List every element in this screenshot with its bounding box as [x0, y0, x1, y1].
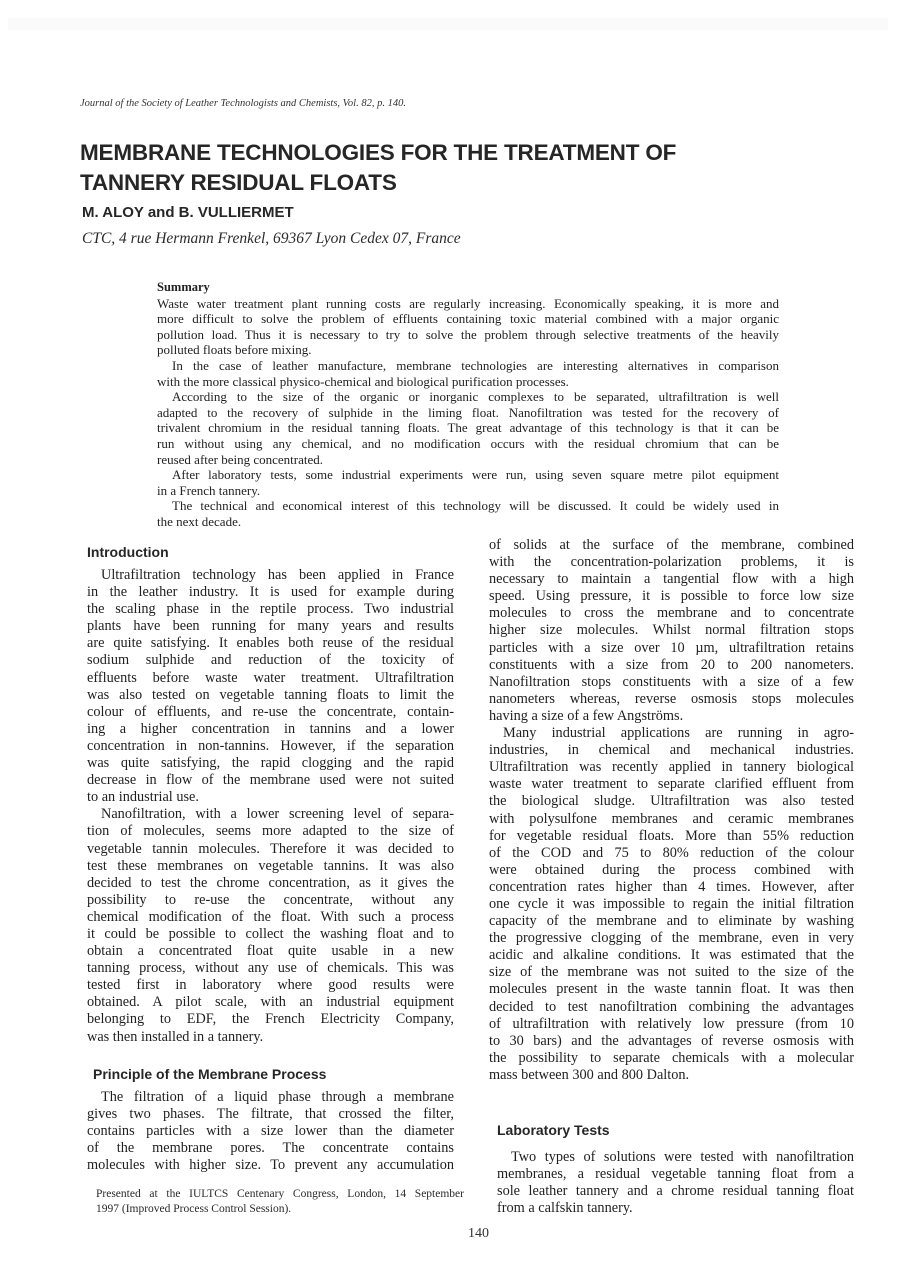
body-line: were obtained during the process combined with — [489, 861, 854, 878]
affiliation: CTC, 4 rue Hermann Frenkel, 69367 Lyon Cedex 07, France — [82, 230, 461, 247]
authors: M. ALOY and B. VULLIERMET — [82, 204, 294, 221]
body-line: mass between 300 and 800 Dalton. — [489, 1066, 690, 1083]
body-line: constituents with a size from 20 to 200 nanometers. — [489, 656, 854, 673]
summary-line: with the more classical physico-chemical and biological purification processes. — [157, 373, 569, 389]
section-heading-principle: Principle of the Membrane Process — [93, 1065, 327, 1082]
body-line: molecules to cross the membrane and to concentrate — [489, 605, 854, 622]
body-line: The filtration of a liquid phase through a membrane — [101, 1088, 454, 1105]
summary-line: Waste water treatment plant running costs are regularly increasing. Economically speaking, it is more and — [157, 295, 779, 311]
body-line: necessary to maintain a tangential flow with a high — [489, 571, 854, 588]
right-column — [489, 537, 854, 1217]
body-line: Many industrial applications are running in agro- — [503, 725, 854, 742]
body-line: colour of effluents, and re-use the concentrate, contain- — [87, 703, 454, 720]
summary-line: According to the size of the organic or inorganic complexes to be separated, ultrafiltration is well — [172, 389, 779, 405]
body-line: tion of molecules, seems more adapted to the size of — [87, 823, 454, 840]
body-line: with polysulfone membranes and ceramic membranes — [489, 810, 854, 827]
section-heading-laboratory-tests: Laboratory Tests — [497, 1122, 610, 1138]
body-line: sole leather tannery and a chrome residual tanning float — [497, 1183, 854, 1200]
summary-block — [157, 280, 779, 530]
body-line: decided to test the chrome concentration, as it gives the — [87, 874, 454, 891]
summary-line: adapted to the recovery of sulphide in the liming float. Nanofiltration was tested for the recovery of — [157, 404, 779, 420]
body-line: Nanofiltration stops constituents with a size of a few — [489, 673, 854, 690]
body-line: industries, in chemical and mechanical industries. — [489, 742, 854, 759]
body-line: are quite satisfying. It enables both reuse of the residual — [87, 635, 454, 652]
summary-line: in a French tannery. — [157, 482, 261, 498]
body-line: decided to test nanofiltration combining the advantages — [489, 998, 854, 1015]
body-line: the biological sludge. Ultrafiltration was also tested — [489, 793, 854, 810]
body-line: the progressive clogging of the membrane, even in very — [489, 930, 854, 947]
body-line: capacity of the membrane and to eliminate by washing — [489, 913, 854, 930]
summary-line: polluted floats before mixing. — [157, 342, 312, 358]
body-line: plants have been running for many years and results — [87, 618, 454, 635]
body-line: waste water treatment to separate clarified effluent from — [489, 776, 854, 793]
section-heading-introduction: Introduction — [87, 544, 169, 560]
summary-line: In the case of leather manufacture, membrane technologies are interesting alternatives in comparison — [172, 357, 779, 373]
body-line: from a calfskin tannery. — [497, 1200, 633, 1217]
scan-artifact-strip — [8, 18, 888, 30]
summary-line: trivalent chromium in the residual tanning floats. The great advantage of this technology is that it can be — [157, 420, 779, 436]
summary-line: The technical and economical interest of this technology will be discussed. It could be widely used in — [172, 498, 779, 514]
article-title — [80, 138, 800, 198]
body-line: the scaling phase in the reptile process. Two industrial — [87, 601, 454, 618]
body-line: Nanofiltration, with a lower screening level of separa- — [101, 806, 454, 823]
body-line: was quite satisfying, the rapid clogging and the rapid — [87, 755, 454, 772]
title-line: MEMBRANE TECHNOLOGIES FOR THE TREATMENT OF — [80, 140, 677, 165]
body-line: possibility to re-use the concentrate, without any — [87, 891, 454, 908]
body-line: was also tested on vegetable tanning floats to limit the — [87, 686, 454, 703]
body-line: speed. Using pressure, it is possible to force low size — [489, 588, 854, 605]
body-line: in the leather industry. It is used for example during — [87, 584, 454, 601]
summary-heading: Summary — [157, 280, 210, 294]
body-line: Two types of solutions were tested with nanofiltration — [511, 1149, 854, 1165]
body-line: contains particles with a size lower than the diameter — [87, 1122, 454, 1139]
summary-line: pollution load. Thus it is necessary to try to solve the problem through selective treatments of the heavily — [157, 326, 779, 342]
body-line: with the concentration-polarization problems, it is — [489, 554, 854, 571]
body-line: size of the membrane was not suited to the size of the — [489, 964, 854, 981]
body-line: molecules present in the waste tannin float. It was then — [489, 981, 854, 998]
footnote-line: Presented at the IULTCS Centenary Congress, London, 14 September — [96, 1188, 464, 1200]
body-line: of ultrafiltration with relatively low pressure (from 10 — [489, 1015, 854, 1032]
body-line: one cycle it was impossible to regain the initial filtration — [489, 895, 854, 912]
body-line: it could be possible to collect the washing float and to — [87, 925, 454, 942]
body-line: to an industrial use. — [87, 789, 199, 806]
body-line: effluents before waste water treatment. Ultrafiltration — [87, 669, 454, 686]
body-line: chemical modification of the float. With such a process — [87, 908, 454, 925]
page-number: 140 — [468, 1226, 489, 1241]
body-line: tanning process, without any use of chemicals. This was — [87, 960, 454, 977]
body-line: belonging to EDF, the French Electricity Company, — [87, 1011, 454, 1028]
summary-line: reused after being concentrated. — [157, 451, 324, 467]
body-line: of solids at the surface of the membrane, combined — [489, 537, 854, 553]
footnote — [96, 1187, 464, 1216]
body-line: particles with a size over 10 µm, ultrafiltration retains — [489, 639, 854, 656]
body-line: molecules with higher size. To prevent any accumulation — [87, 1157, 454, 1173]
body-line: sodium sulphide and reduction of the toxicity of — [87, 652, 454, 669]
summary-line: more difficult to solve the problem of effluents containing toxic material combined with a major organic — [157, 311, 779, 327]
body-line: to 30 bars) and the advantages of reverse osmosis with — [489, 1032, 854, 1049]
body-line: higher size molecules. Whilst normal filtration stops — [489, 622, 854, 639]
body-line: gives two phases. The filtrate, that crossed the filter, — [87, 1105, 454, 1122]
body-line: obtain a concentrated float quite usable in a new — [87, 943, 454, 960]
body-line: the possibility to separate chemicals with a molecular — [489, 1049, 854, 1066]
summary-line: the next decade. — [157, 513, 242, 529]
body-line: concentration rates higher than 4 times. However, after — [489, 878, 854, 895]
left-column — [87, 544, 454, 1174]
summary-line: After laboratory tests, some industrial experiments were run, using seven square metre pilot equipment — [172, 467, 779, 483]
body-line: acidic and alkaline conditions. It was estimated that the — [489, 947, 854, 964]
body-line: obtained. A pilot scale, with an industrial equipment — [87, 994, 454, 1011]
body-line: ing a higher concentration in tannins and a lower — [87, 720, 454, 737]
body-line: for vegetable residual floats. More than 55% reduction — [489, 827, 854, 844]
body-line: Ultrafiltration technology has been applied in France — [101, 567, 454, 583]
body-line: membranes, a residual vegetable tanning float from a — [497, 1166, 854, 1183]
body-line: concentration in non-tannins. However, if the separation — [87, 737, 454, 754]
journal-citation: Journal of the Society of Leather Technologists and Chemists, Vol. 82, p. 140. — [80, 98, 406, 109]
body-line: of the COD and 75 to 80% reduction of the colour — [489, 844, 854, 861]
body-line: Ultrafiltration was recently applied in tannery biological — [489, 759, 854, 776]
summary-line: run without using any chemical, and no modification occurs with the residual chromium that can be — [157, 435, 779, 451]
body-line: decrease in flow of the membrane used were not suited — [87, 772, 454, 789]
body-line: test these membranes on vegetable tannins. It was also — [87, 857, 454, 874]
title-line: TANNERY RESIDUAL FLOATS — [80, 170, 397, 195]
body-line: having a size of a few Angströms. — [489, 707, 684, 724]
body-line: nanometers whereas, reverse osmosis stops molecules — [489, 690, 854, 707]
body-line: of the membrane pores. The concentrate contains — [87, 1139, 454, 1156]
footnote-line: 1997 (Improved Process Control Session). — [96, 1202, 292, 1215]
body-line: vegetable tannin molecules. Therefore it was decided to — [87, 840, 454, 857]
body-line: tested first in laboratory where good results were — [87, 977, 454, 994]
body-line: was then installed in a tannery. — [87, 1028, 264, 1045]
